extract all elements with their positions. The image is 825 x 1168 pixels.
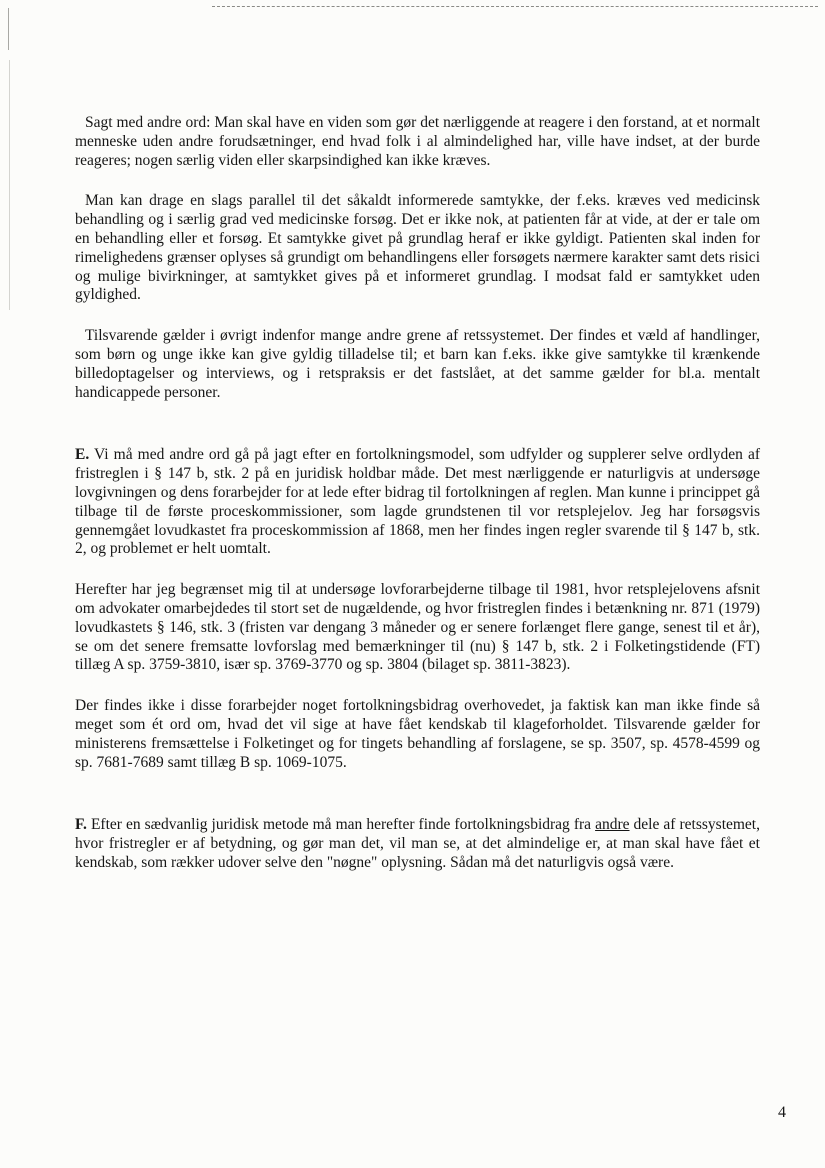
- paragraph: [75, 697, 760, 772]
- paragraph-text: Der findes ikke i disse forarbejder noget fortolkningsbidrag overhovedet, ja faktisk kan man ikke finde så meget som ét ord om, hvad det vil sige at have fået kendskab til klageforholdet. Tilsvarende gælder for ministerens fremsættelse i Folketinget og for tingets behandling af forslagene, se sp. 3507, sp. 4578-4599 og sp. 7681-7689 samt tillæg B sp. 1069-1075.: [75, 697, 760, 771]
- paragraph: [75, 327, 760, 402]
- paragraph-text: Tilsvarende gælder i øvrigt indenfor mange andre grene af retssystemet. Der findes et væld af handlinger, som børn og unge ikke kan give gyldig tilladelse til; et barn kan f.eks. ikke give samtykke til krænkende billedoptagelser og interviews, og i retspraksis er det fastslået, at det samme gælder for bl.a. mentalt handicappede personer.: [75, 327, 760, 401]
- paragraph-text: Vi må med andre ord gå på jagt efter en fortolkningsmodel, som udfylder og supplerer selve ordlyden af fristreglen i § 147 b, stk. 2 på en juridisk holdbar måde. Det mest nærliggende er naturligvis at undersøge lovgivningen og dens forarbejder for at lede efter bidrag til fortolkningen af reglen. Man kunne i princippet gå tilbage til de første proceskommissioner, som lagde grundstenen til vor retsplejelov. Jeg har forsøgsvis gennemgået lovudkastet fra proceskommission af 1868, men her findes ingen regler svarende til § 147 b, stk. 2, og problemet er helt uomtalt.: [75, 446, 760, 558]
- paragraph-lead-letter: E.: [75, 446, 90, 464]
- underlined-word: andre: [595, 816, 630, 834]
- scan-artifact-top-dashed-line: [212, 6, 818, 7]
- paragraph: [75, 581, 760, 675]
- paragraph: [75, 114, 760, 170]
- paragraph-text: dele af retssystemet, hvor fristregler er af betydning, og gør man det, vil man se, at det almindelige er, at man skal have fået et kendskab, som rækker udover selve den "nøgne" oplysning. Sådan må det naturligvis også være.: [75, 816, 760, 871]
- paragraph-text: Man kan drage en slags parallel til det såkaldt informerede samtykke, der f.eks. kræves ved medicinsk behandling og i særlig grad ved medicinske forsøg. Det er ikke nok, at patienten får at vide, at der er tale om en behandling eller et forsøg. Et samtykke givet på grundlag heraf er ikke gyldigt. Patienten skal inden for rimelighedens grænser oplyses så grundigt om behandlingens eller forsøgets nærmere karakter samt dets risici og mulige bivirkninger, at samtykket gives på et informeret grundlag. I modsat fald er samtykket uden gyldighed.: [75, 192, 760, 304]
- paragraph-text: Efter en sædvanlig juridisk metode må man herefter finde fortolkningsbidrag fra: [86, 816, 596, 834]
- paragraph: [75, 816, 760, 872]
- paragraph-text: Herefter har jeg begrænset mig til at undersøge lovforarbejderne tilbage til 1981, hvor retsplejelovens afsnit om advokater omarbejdedes til stort set de nugældende, og hvor fristreglen findes i betænkning nr. 871 (1979) lovudkastets § 146, stk. 3 (fristen var dengang 3 måneder og er senere forlænget flere gange, senest til et år), se om det senere fremsatte lovforslag med bemærkninger til (nu) § 147 b, stk. 2 i Folketingstidende (FT) tillæg A sp. 3759-3810, især sp. 3769-3770 og sp. 3804 (bilaget sp. 3811-3823).: [75, 581, 760, 674]
- paragraph: [75, 192, 760, 305]
- paragraph-text: Sagt med andre ord: Man skal have en viden som gør det nærliggende at reagere i den forstand, at et normalt menneske uden andre forudsætninger, end hvad folk i al almindelighed har, ville have indset, at der burde reageres; nogen særlig viden eller skarpsindighed kan ikke kræves.: [75, 114, 760, 169]
- page-number: 4: [778, 1104, 786, 1121]
- scan-artifact-left-faint-line: [9, 60, 10, 310]
- scan-artifact-left-edge-line: [8, 8, 9, 50]
- document-text-body: [75, 114, 760, 895]
- paragraph: [75, 446, 760, 559]
- paragraph-lead-letter: F.: [75, 816, 87, 834]
